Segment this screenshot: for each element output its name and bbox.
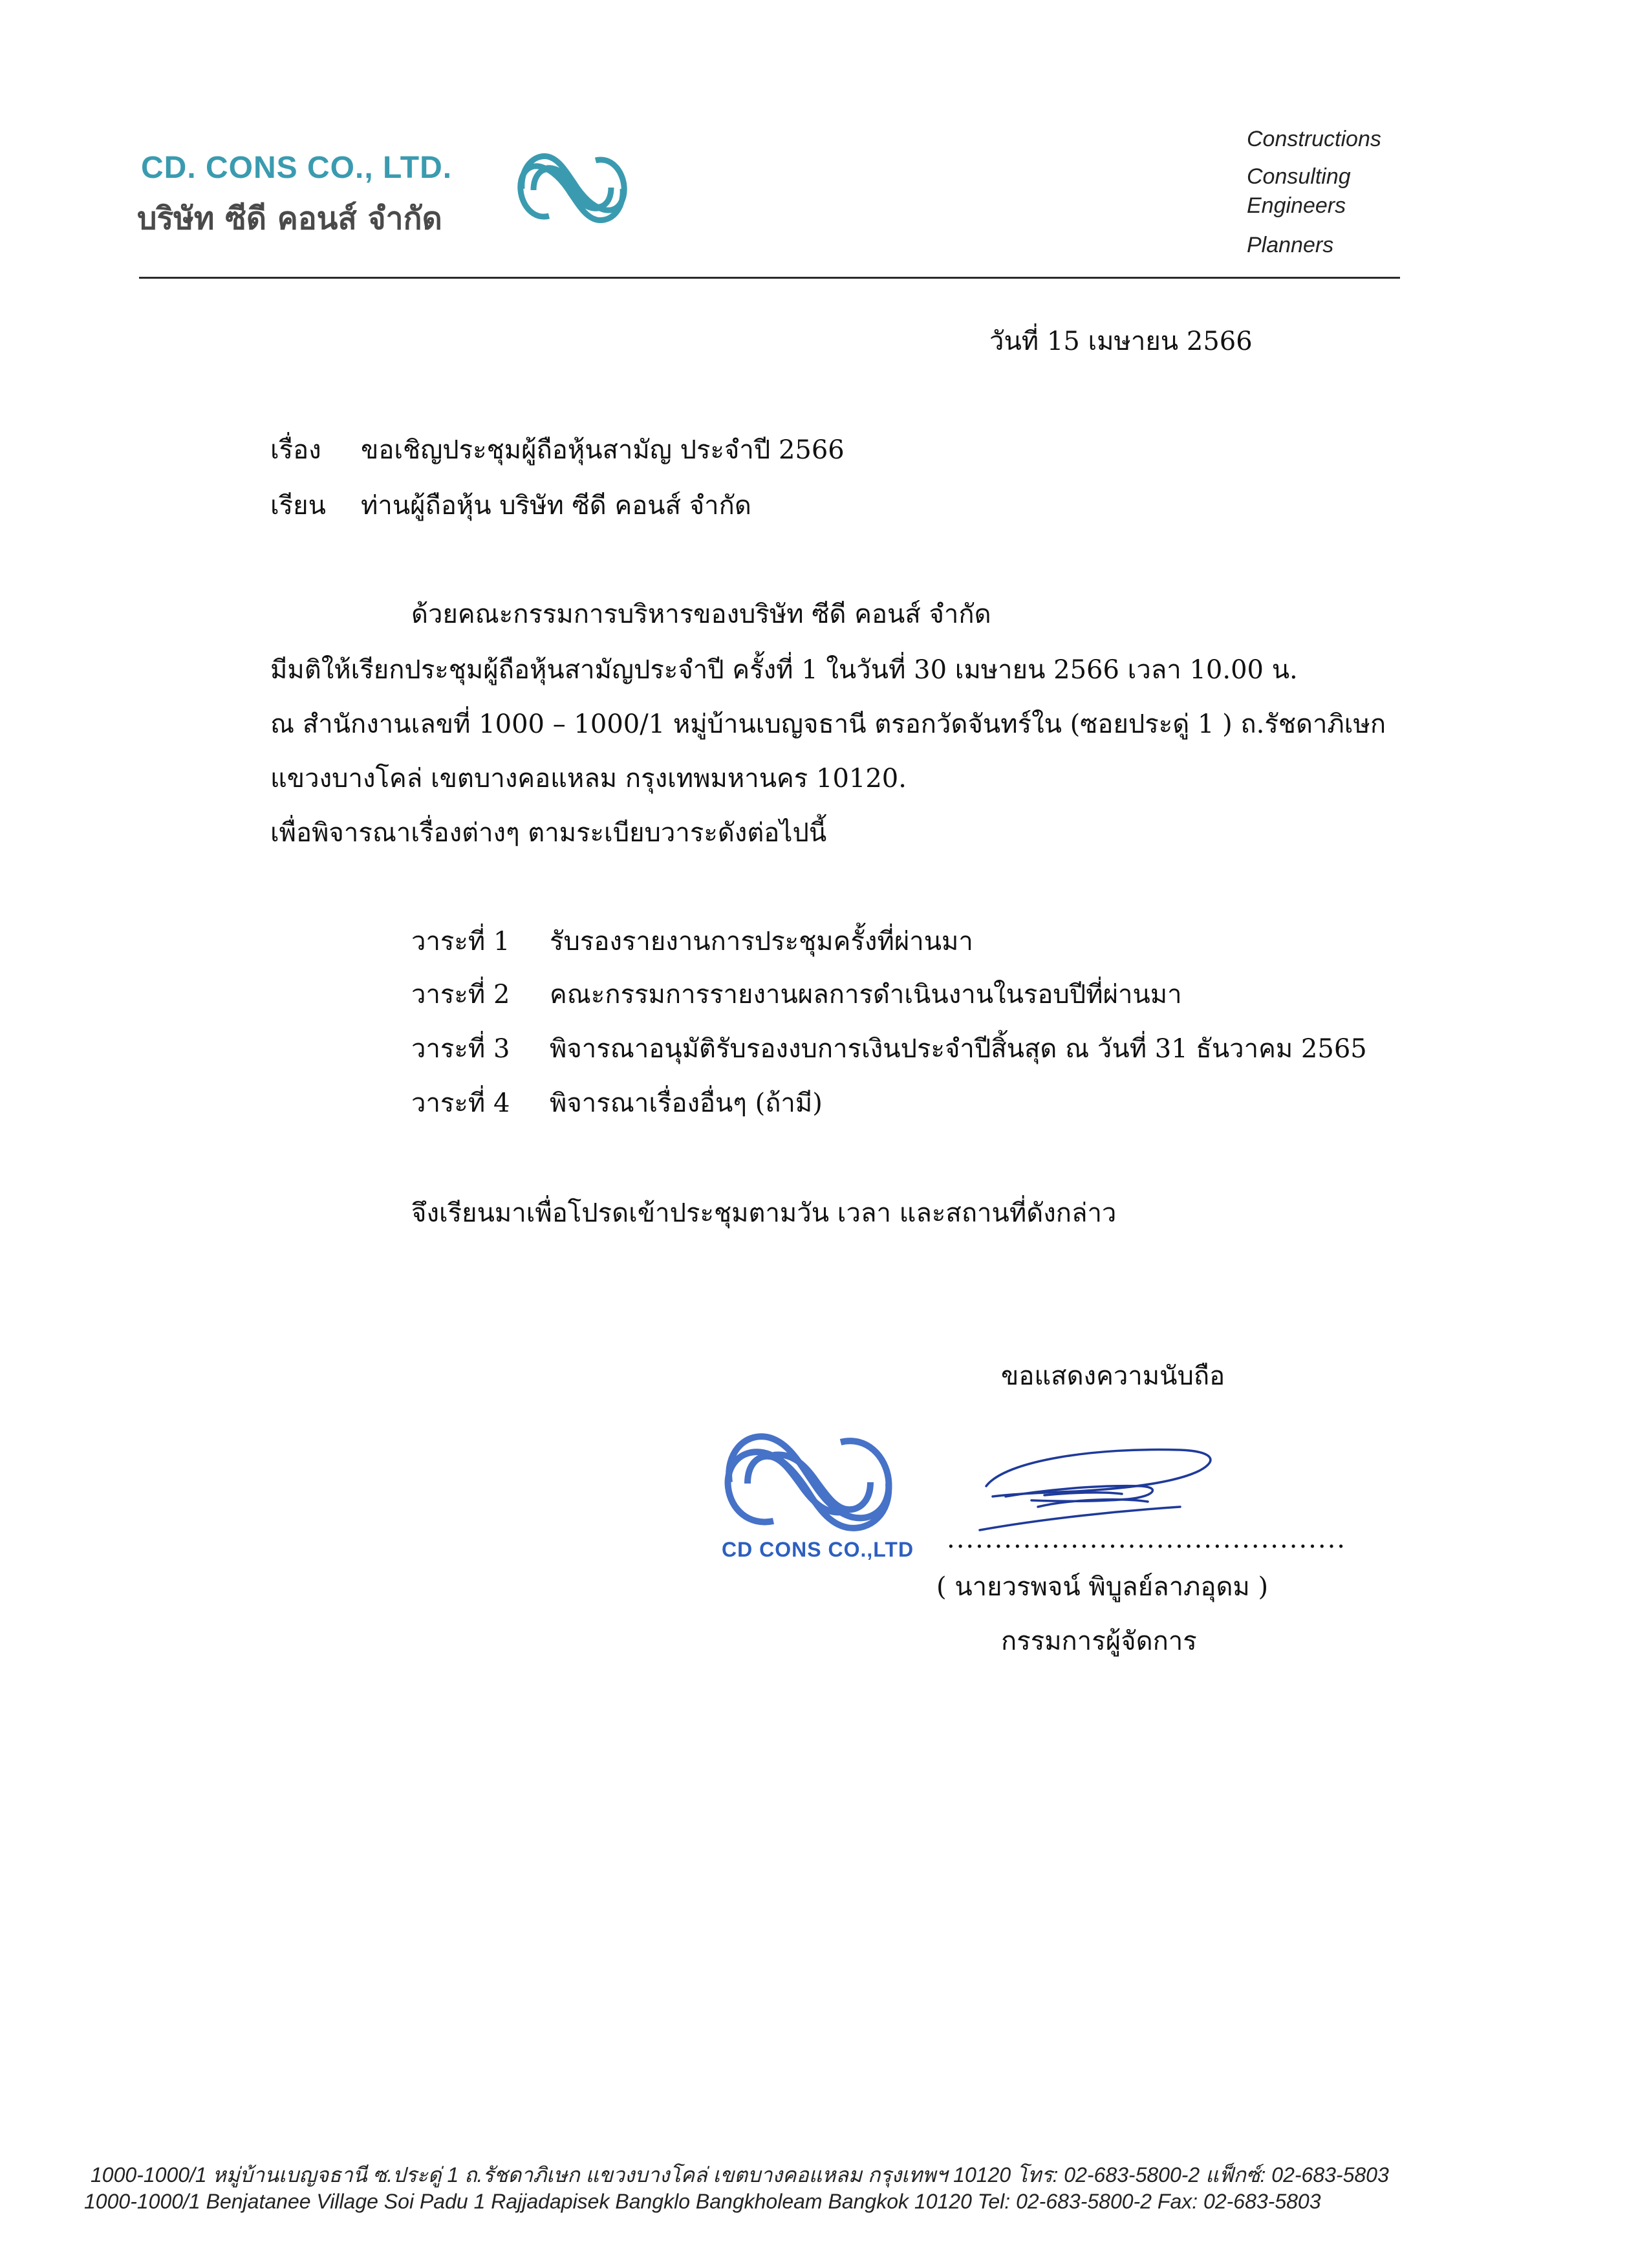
service-item: Engineers bbox=[1247, 193, 1346, 218]
body-line: ณ สำนักงานเลขที่ 1000 – 1000/1 หมู่บ้านเบญจธานี ตรอกวัดจันทร์ใน (ซอยประดู่ 1 ) ถ.รัชดาภิเษก bbox=[270, 709, 1386, 739]
subject-line bbox=[270, 437, 845, 463]
recipient-text: ท่านผู้ถือหุ้น บริษัท ซีดี คอนส์ จำกัด bbox=[361, 491, 751, 521]
footer-address-th: 1000-1000/1 หมู่บ้านเบญจธานี ซ.ประดู่ 1 ถ.รัชดาภิเษก แขวงบางโคล่ เขตบางคอแหลม กรุงเทพฯ 10120 โทร: 02-683-5800-2 แฟ็กซ์: 02-683-5803 bbox=[91, 2163, 1389, 2187]
agenda-item: รับรองรายงานการประชุมครั้งที่ผ่านมา bbox=[550, 927, 973, 956]
signatory-position: กรรมการผู้จัดการ bbox=[1001, 1626, 1197, 1656]
header-divider bbox=[139, 277, 1400, 279]
agenda-number: วาระที่ 4 bbox=[411, 1088, 510, 1118]
stamp-text: CD CONS CO.,LTD bbox=[722, 1538, 914, 1561]
body-line: เพื่อพิจารณาเรื่องต่างๆ ตามระเบียบวาระดังต่อไปนี้ bbox=[270, 818, 827, 848]
agenda-item: คณะกรรมการรายงานผลการดำเนินงานในรอบปีที่ผ่านมา bbox=[550, 980, 1182, 1010]
service-item: Planners bbox=[1247, 233, 1334, 257]
regards-text: ขอแสดงความนับถือ bbox=[1001, 1361, 1225, 1391]
recipient-line bbox=[270, 493, 751, 519]
agenda-number: วาระที่ 1 bbox=[411, 927, 510, 956]
signatory-name: ( นายวรพจน์ พิบูลย์ลาภอุดม ) bbox=[936, 1572, 1269, 1602]
company-logo-icon bbox=[514, 142, 630, 233]
company-name-en: CD. CONS CO., LTD. bbox=[141, 151, 453, 185]
service-item: Consulting bbox=[1247, 164, 1351, 189]
recipient-label: เรียน bbox=[270, 491, 326, 521]
body-line: ด้วยคณะกรรมการบริหารของบริษัท ซีดี คอนส์ จำกัด bbox=[411, 599, 991, 629]
body-line: แขวงบางโคล่ เขตบางคอแหลม กรุงเทพมหานคร 10120. bbox=[270, 764, 907, 794]
letter-date: วันที่ 15 เมษายน 2566 bbox=[989, 327, 1253, 356]
footer-address-en: 1000-1000/1 Benjatanee Village Soi Padu 1 Rajjadapisek Bangklo Bangkholeam Bangkok 10120 Tel: 02-683-5800-2 Fax: 02-683-5803 bbox=[84, 2190, 1321, 2213]
body-line: มีมติให้เรียกประชุมผู้ถือหุ้นสามัญประจำปี ครั้งที่ 1 ในวันที่ 30 เมษายน 2566 เวลา 10.00 น. bbox=[270, 655, 1298, 685]
closing-sentence: จึงเรียนมาเพื่อโปรดเข้าประชุมตามวัน เวลา และสถานที่ดังกล่าว bbox=[411, 1198, 1117, 1228]
agenda-item: พิจารณาอนุมัติรับรองงบการเงินประจำปีสิ้นสุด ณ วันที่ 31 ธันวาคม 2565 bbox=[550, 1034, 1367, 1064]
agenda-number: วาระที่ 3 bbox=[411, 1034, 510, 1064]
agenda-number: วาระที่ 2 bbox=[411, 980, 510, 1010]
signature-icon bbox=[967, 1434, 1225, 1538]
agenda-item: พิจารณาเรื่องอื่นๆ (ถ้ามี) bbox=[550, 1088, 823, 1118]
company-name-th: บริษัท ซีดี คอนส์ จำกัด bbox=[137, 200, 442, 237]
subject-text: ขอเชิญประชุมผู้ถือหุ้นสามัญ ประจำปี 2566 bbox=[361, 435, 845, 465]
signature-dotted-line: .......................................... bbox=[947, 1524, 1347, 1554]
service-item: Constructions bbox=[1247, 127, 1381, 151]
subject-label: เรื่อง bbox=[270, 435, 321, 465]
